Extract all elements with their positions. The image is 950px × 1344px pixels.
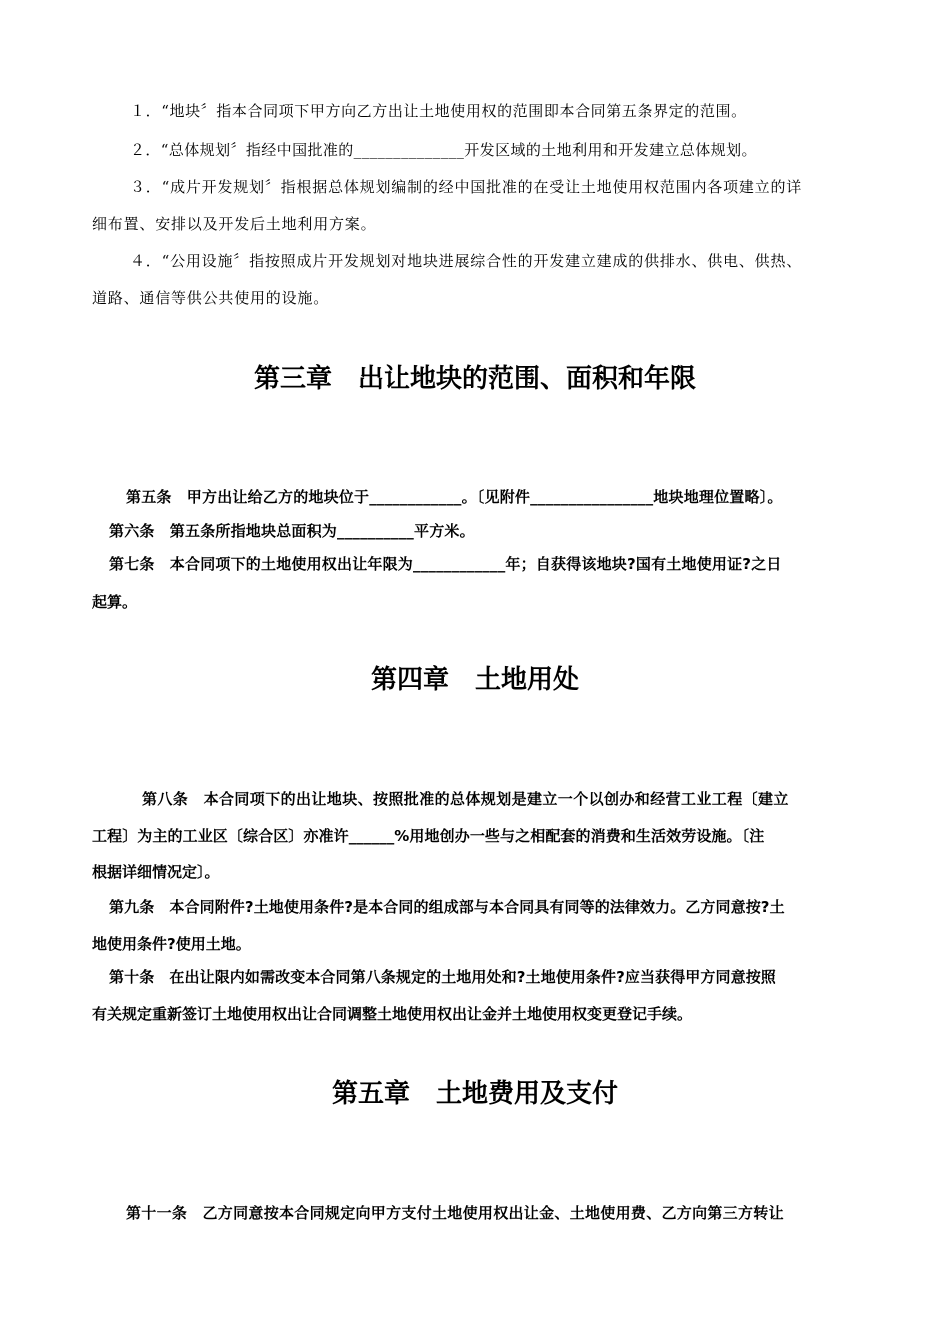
article-9-line-1: 第九条 本合同附件?土地使用条件?是本合同的组成部与本合同具有同等的法律效力。乙方同意按?土: [109, 898, 785, 916]
article-8-line-1: 第八条 本合同项下的出让地块、按照批准的总体规划是建立一个以创办和经营工业工程〔建立: [142, 790, 789, 808]
chapter-5-heading: 第五章 土地费用及支付: [331, 1079, 618, 1109]
definition-2: ２．“总体规划〞指经中国批准的______________开发区域的土地利用和开发建立总体规划。: [130, 141, 757, 159]
definition-3-line-1: ３．“成片开发规划〞指根据总体规划编制的经中国批准的在受让土地使用权范围内各项建立的详: [130, 178, 803, 196]
article-8-line-2: 工程〕为主的工业区〔综合区〕亦准许______%用地创办一些与之相配套的消费和生活效劳设施。〔注: [92, 827, 765, 845]
article-9-line-2: 地使用条件?使用土地。: [92, 935, 251, 953]
chapter-3-heading: 第三章 出让地块的范围、面积和年限: [253, 364, 696, 394]
article-7-line-1: 第七条 本合同项下的土地使用权出让年限为____________年；自获得该地块?国有土地使用证?之日: [109, 555, 782, 573]
article-8-line-3: 根据详细情况定〕。: [92, 863, 220, 881]
article-10-line-2: 有关规定重新签订土地使用权出让合同调整土地使用权出让金并土地使用权变更登记手续。: [92, 1005, 693, 1023]
article-10-line-1: 第十条 在出让限内如需改变本合同第八条规定的土地用处和?土地使用条件?应当获得甲方同意按照: [109, 968, 776, 986]
article-11-line-1: 第十一条 乙方同意按本合同规定向甲方支付土地使用权出让金、土地使用费、乙方向第三方转让: [126, 1204, 784, 1222]
article-5: 第五条 甲方出让给乙方的地块位于____________。〔见附件________________地块地理位置略〕。: [126, 488, 783, 506]
article-7-line-2: 起算。: [92, 593, 138, 611]
definition-4-line-1: ４．“公用设施〞指按照成片开发规划对地块进展综合性的开发建立建成的供排水、供电、供热、: [130, 252, 803, 270]
definition-4-line-2: 道路、通信等供公共使用的设施。: [92, 289, 330, 307]
article-6: 第六条 第五条所指地块总面积为__________平方米。: [109, 522, 475, 540]
chapter-4-heading: 第四章 土地用处: [370, 665, 579, 695]
definition-3-line-2: 细布置、安排以及开发后土地利用方案。: [92, 215, 377, 233]
definition-1: １．“地块〞指本合同项下甲方向乙方出让土地使用权的范围即本合同第五条界定的范围。: [130, 102, 747, 120]
